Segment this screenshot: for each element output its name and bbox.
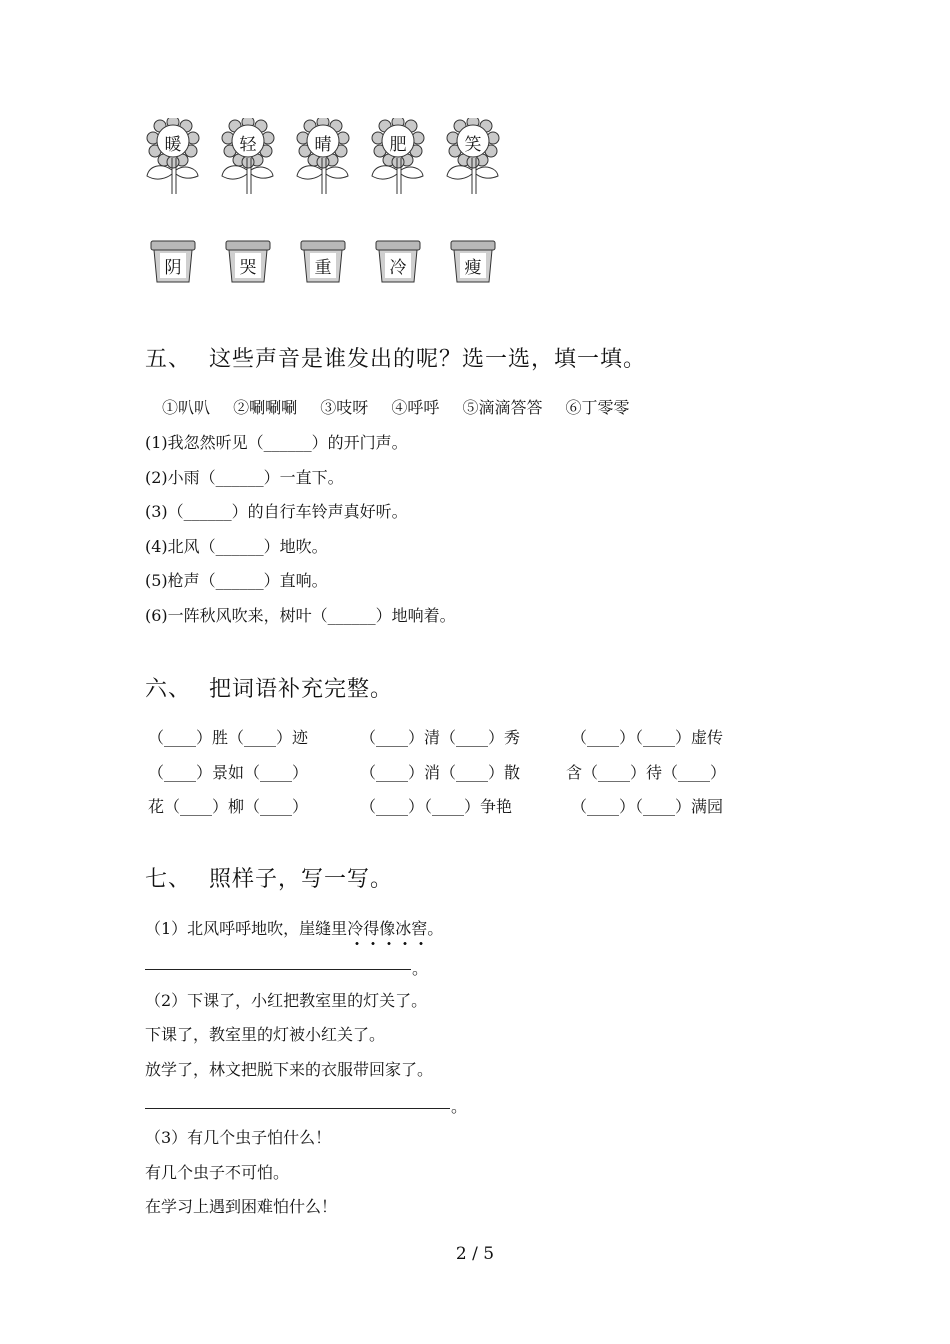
idiom-cell: （____）清（____）秀 [360,728,521,747]
flower-char: 笑 [464,135,482,155]
answer-period: 。 [451,1097,468,1116]
flower-char: 肥 [389,135,407,155]
flower-2 [218,118,278,198]
pot-2 [225,240,271,284]
flower-5 [443,118,503,198]
answer-line[interactable] [145,1108,450,1109]
example-2-sample: 下课了，教室里的灯被小红关了。 [145,1025,386,1044]
idiom-cell: 花（____）柳（____） [148,797,309,816]
question-item: (4)北风（______）地吹。 [145,537,328,556]
option: ①叭叭 [162,398,211,417]
option: ⑥丁零零 [565,398,630,417]
idiom-cell: （____）景如（____） [148,763,309,782]
idiom-cell: （____）（____）满园 [571,797,724,816]
flower-3 [293,118,353,198]
question-item: (6)一阵秋风吹来，树叶（______）地响着。 [145,606,456,625]
example-text: 。 [427,919,444,938]
example-1 [145,916,443,939]
pot-char: 冷 [389,258,407,278]
option: ④呼呼 [391,398,440,417]
pot-3 [300,240,346,284]
option: ③吱呀 [320,398,369,417]
section-title: 把词语补充完整。 [209,677,394,702]
option: ⑤滴滴答答 [462,398,543,417]
pot-char: 阴 [164,258,182,278]
example-2-task: 放学了，林文把脱下来的衣服带回家了。 [145,1060,434,1079]
example-text: （1）北风呼呼地吹，崖缝里 [145,919,348,938]
question-item: (2)小雨（______）一直下。 [145,468,344,487]
idiom-cell: （____）（____）虚传 [571,728,724,747]
example-3-task: 在学习上遇到困难怕什么！ [145,1197,338,1216]
answer-line[interactable] [145,969,411,970]
page-number: 2 / 5 [455,1244,495,1264]
section-title: 照样子，写一写。 [209,867,394,892]
flower-4 [368,118,428,198]
example-3-question: （3）有几个虫子怕什么！ [145,1128,332,1147]
sound-options [162,395,648,418]
example-3-sample: 有几个虫子不可怕。 [145,1163,290,1182]
question-item: (1)我忽然听见（______）的开门声。 [145,433,408,452]
section-number: 七、 [145,867,192,892]
idiom-cell: （____）消（____）散 [360,763,521,782]
pot-5 [450,240,496,284]
idiom-cell: （____）胜（____）迹 [148,728,309,747]
flower-char: 轻 [239,135,257,155]
section-7-heading [145,862,393,893]
section-number: 六、 [145,677,192,702]
idiom-cell: （____）（____）争艳 [360,797,513,816]
question-item: (3)（______）的自行车铃声真好听。 [145,502,408,521]
flower-1 [143,118,203,198]
section-title: 这些声音是谁发出的呢？选一选，填一填。 [209,347,647,372]
section-5-heading [145,342,646,373]
emphasized-phrase: 冷得像冰窖 [347,919,428,938]
option: ②唰唰唰 [233,398,298,417]
question-item: (5)枪声（______）直响。 [145,571,328,590]
pot-char: 瘦 [464,258,482,278]
pot-char: 重 [314,258,332,278]
pot-4 [375,240,421,284]
flower-char: 晴 [314,135,332,155]
section-number: 五、 [145,347,192,372]
pot-1 [150,240,196,284]
idiom-cell: 含（____）待（____） [566,763,727,782]
flower-char: 暖 [164,135,182,155]
pot-char: 哭 [239,258,257,278]
section-6-heading [145,672,393,703]
answer-period: 。 [412,959,429,978]
example-2-question: （2）下课了，小红把教室里的灯关了。 [145,991,428,1010]
